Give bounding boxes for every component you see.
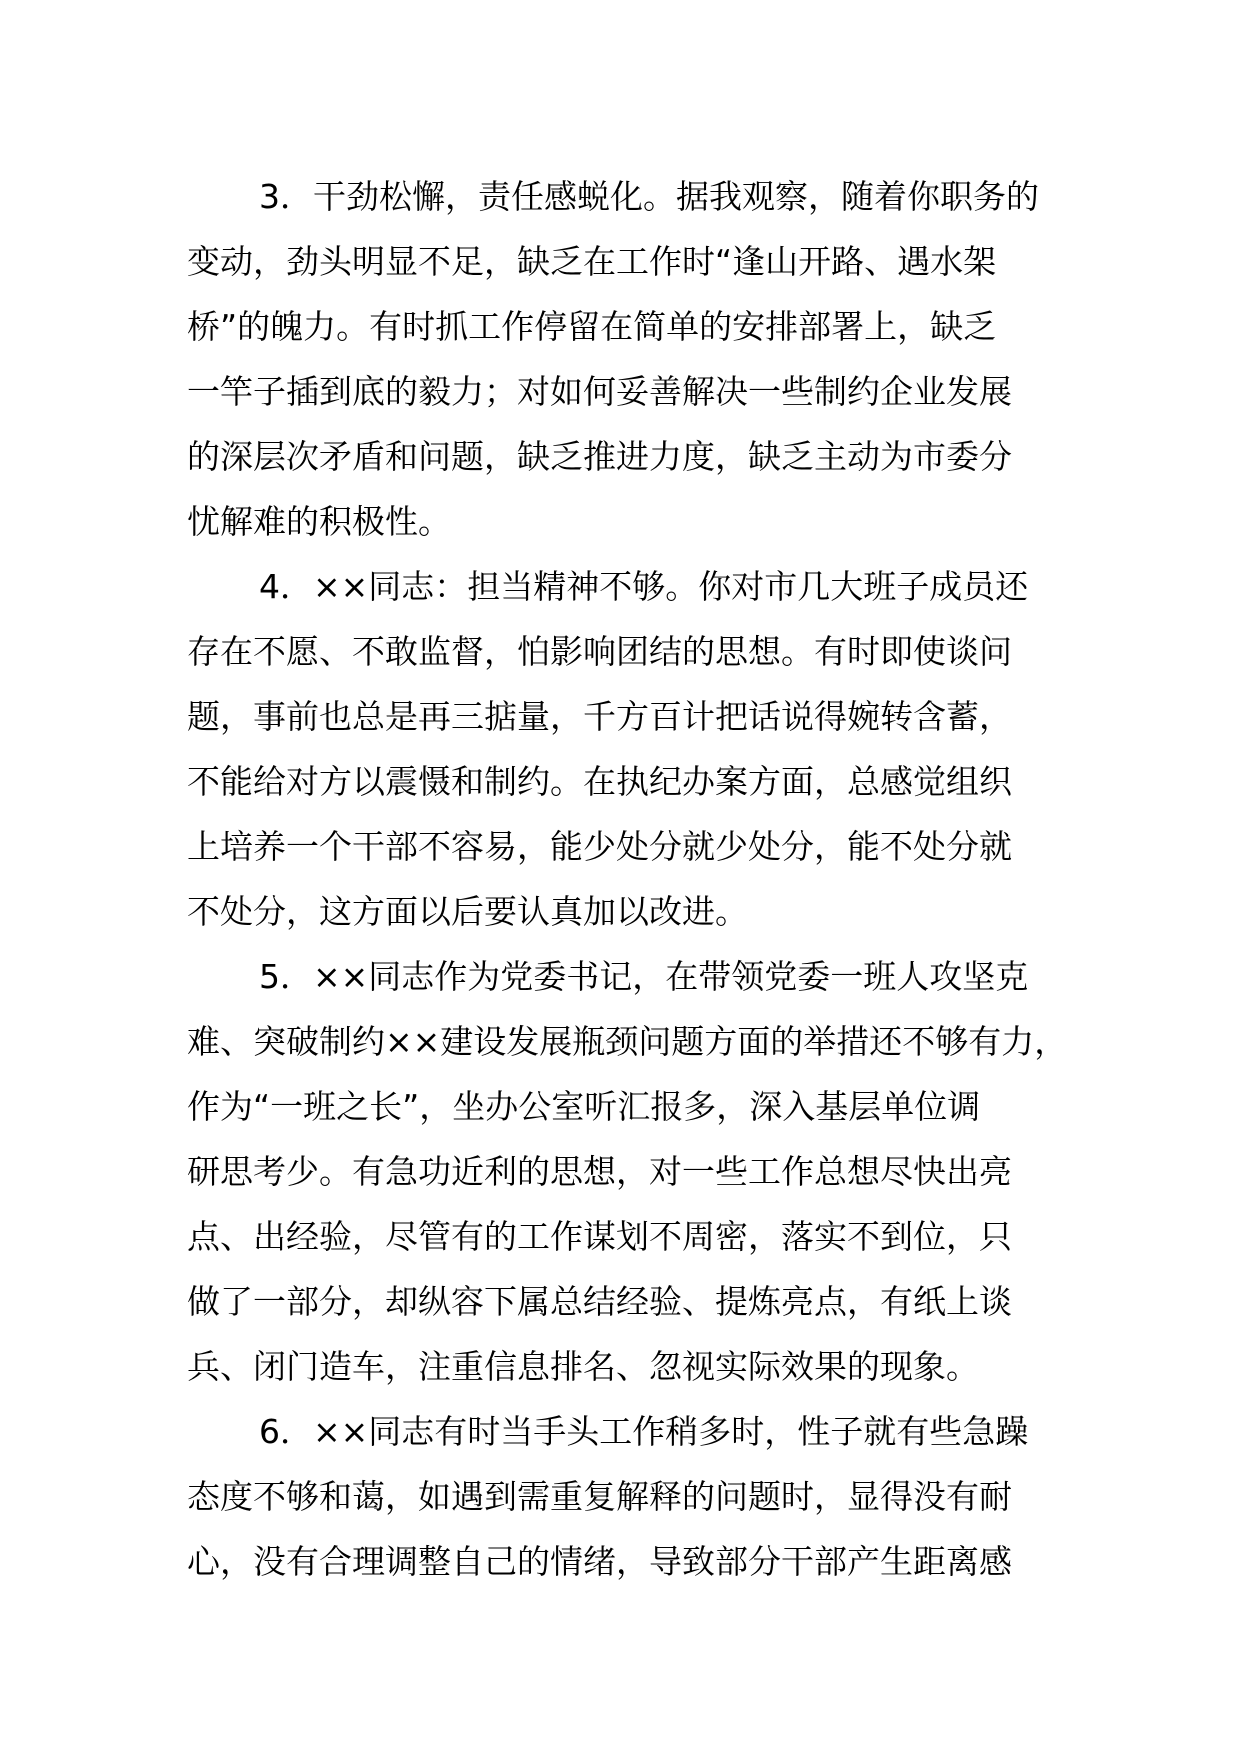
paragraph-line: 桥”的魄力。有时抓工作停留在简单的安排部署上，缺乏 (187, 307, 997, 346)
paragraph-line: 心，没有合理调整自己的情绪，导致部分干部产生距离感 (187, 1542, 1012, 1581)
paragraph-5 (187, 944, 1067, 1399)
paragraph-line: 6．××同志有时当手头工作稍多时，性子就有些急躁 (259, 1412, 1029, 1451)
paragraph-line: 难、突破制约××建设发展瓶颈问题方面的举措还不够有力， (187, 1022, 1068, 1061)
paragraph-6 (187, 1399, 1067, 1594)
paragraph-3 (187, 164, 1067, 554)
paragraph-line: 态度不够和蔼，如遇到需重复解释的问题时，显得没有耐 (187, 1477, 1012, 1516)
document-body (187, 164, 1067, 1594)
paragraph-line: 上培养一个干部不容易，能少处分就少处分，能不处分就 (187, 827, 1012, 866)
paragraph-4 (187, 554, 1067, 944)
paragraph-line: 研思考少。有急功近利的思想，对一些工作总想尽快出亮 (187, 1152, 1012, 1191)
paragraph-line: 的深层次矛盾和问题，缺乏推进力度，缺乏主动为市委分 (187, 437, 1012, 476)
paragraph-line: 3．干劲松懈，责任感蜕化。据我观察，随着你职务的 (259, 177, 1039, 216)
paragraph-line: 点、出经验，尽管有的工作谋划不周密，落实不到位，只 (187, 1217, 1012, 1256)
paragraph-line: 忧解难的积极性。 (187, 502, 451, 541)
paragraph-line: 题，事前也总是再三掂量，千方百计把话说得婉转含蓄， (187, 697, 1012, 736)
paragraph-line: 不能给对方以震慑和制约。在执纪办案方面，总感觉组织 (187, 762, 1012, 801)
paragraph-line: 变动，劲头明显不足，缺乏在工作时“逢山开路、遇水架 (187, 242, 997, 281)
paragraph-line: 4．××同志：担当精神不够。你对市几大班子成员还 (259, 567, 1029, 606)
paragraph-line: 兵、闭门造车，注重信息排名、忽视实际效果的现象。 (187, 1347, 979, 1386)
paragraph-line: 5．××同志作为党委书记，在带领党委一班人攻坚克 (259, 957, 1029, 996)
paragraph-line: 存在不愿、不敢监督，怕影响团结的思想。有时即使谈问 (187, 632, 1012, 671)
paragraph-line: 不处分，这方面以后要认真加以改进。 (187, 892, 748, 931)
paragraph-line: 做了一部分，却纵容下属总结经验、提炼亮点，有纸上谈 (187, 1282, 1012, 1321)
paragraph-line: 作为“一班之长”，坐办公室听汇报多，深入基层单位调 (187, 1087, 981, 1126)
paragraph-line: 一竿子插到底的毅力；对如何妥善解决一些制约企业发展 (187, 372, 1012, 411)
